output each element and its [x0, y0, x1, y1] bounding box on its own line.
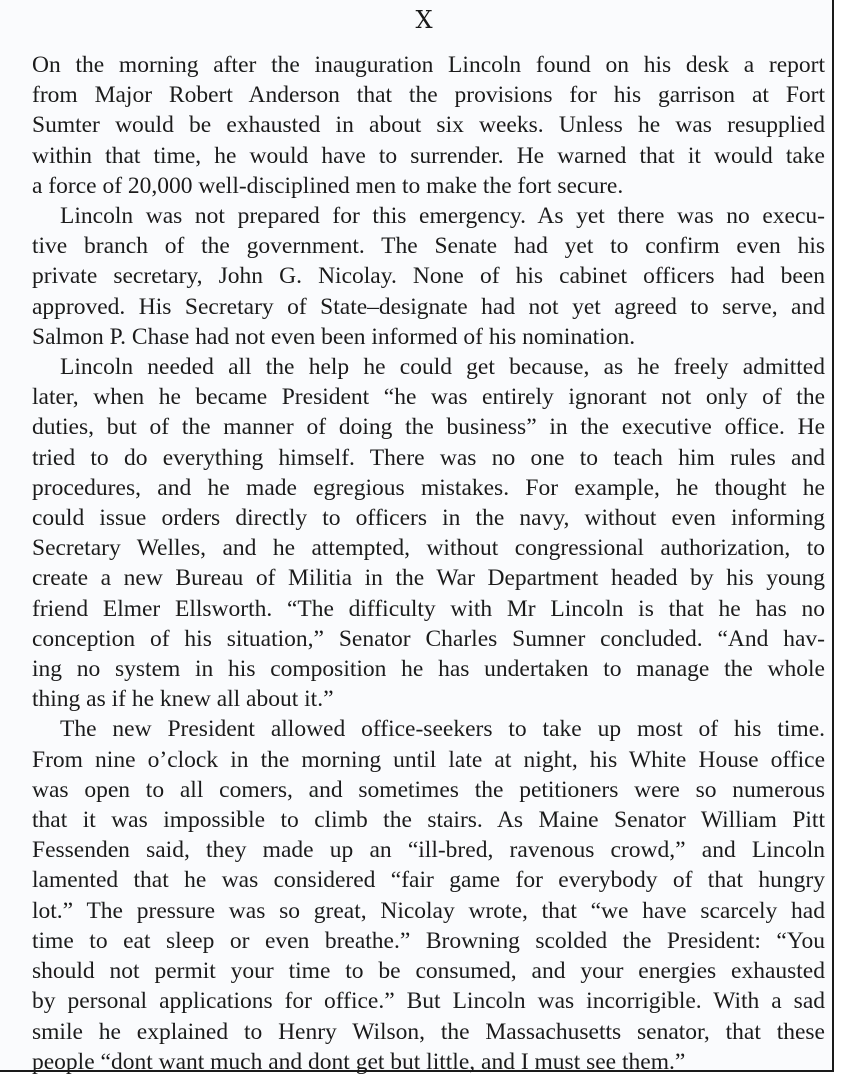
text-line: lamented that he was considered “fair game for everybody of that hungry — [32, 867, 825, 894]
text-line: lot.” The pressure was so great, Nicolay wrote, that “we have scarcely had — [32, 897, 825, 924]
text-line: time to eat sleep or even breathe.” Browning scolded the President: “You — [32, 927, 825, 954]
text-line: from Major Robert Anderson that the provisions for his garrison at Fort — [32, 82, 825, 109]
text-line: tive branch of the government. The Senate had yet to confirm even his — [32, 233, 825, 260]
text-line: smile he explained to Henry Wilson, the Massachusetts senator, that these — [32, 1018, 825, 1045]
text-line: create a new Bureau of Militia in the War Department headed by his young — [32, 565, 825, 592]
body-text — [32, 50, 825, 1077]
text-line: a force of 20,000 well-disciplined men to make the fort secure. — [32, 172, 624, 199]
paragraph — [32, 50, 825, 201]
text-line: Salmon P. Chase had not even been informed of his nomination. — [32, 323, 636, 350]
text-line: Fessenden said, they made up an “ill-bred, ravenous crowd,” and Lincoln — [32, 837, 825, 864]
text-line: was open to all comers, and sometimes the petitioners were so numerous — [32, 776, 825, 803]
text-line: conception of his situation,” Senator Charles Sumner concluded. “And hav- — [32, 625, 825, 652]
text-line: by personal applications for office.” But Lincoln was incorrigible. With a sad — [32, 988, 825, 1015]
text-line: thing as if he knew all about it.” — [32, 686, 334, 713]
text-line: On the morning after the inauguration Lincoln found on his desk a report — [32, 52, 825, 78]
paragraph — [32, 714, 825, 1076]
text-line: should not permit your time to be consumed, and your energies exhausted — [32, 958, 825, 985]
paragraph — [32, 352, 825, 714]
text-line: private secretary, John G. Nicolay. None of his cabinet officers had been — [32, 263, 825, 290]
text-line: within that time, he would have to surrender. He warned that it would take — [32, 142, 825, 169]
text-line: could issue orders directly to officers in the navy, without even informing — [32, 505, 825, 532]
text-line: procedures, and he made egregious mistakes. For example, he thought he — [32, 474, 825, 501]
text-line: From nine o’clock in the morning until late at night, his White House office — [32, 746, 825, 773]
text-line: people “dont want much and dont get but little, and I must see them.” — [32, 1048, 686, 1075]
text-line: duties, but of the manner of doing the business” in the executive office. He — [32, 414, 825, 441]
paragraph — [32, 201, 825, 352]
text-line: tried to do everything himself. There was no one to teach him rules and — [32, 444, 825, 471]
text-line: approved. His Secretary of State–designate had not yet agreed to serve, and — [32, 293, 825, 320]
text-line: Lincoln was not prepared for this emergency. As yet there was no execu- — [60, 203, 825, 230]
text-line: later, when he became President “he was entirely ignorant not only of the — [32, 384, 825, 411]
text-line: Secretary Welles, and he attempted, without congressional authorization, to — [32, 535, 825, 562]
text-line: The new President allowed office-seekers to take up most of his time. — [60, 716, 825, 743]
chapter-numeral: X — [415, 6, 433, 34]
text-line: ing no system in his composition he has undertaken to manage the whole — [32, 656, 825, 683]
text-line: Lincoln needed all the help he could get because, as he freely admitted — [60, 354, 825, 381]
text-line: Sumter would be exhausted in about six weeks. Unless he was resupplied — [32, 112, 825, 139]
text-line: friend Elmer Ellsworth. “The difficulty with Mr Lincoln is that he has no — [32, 595, 825, 622]
text-line: that it was impossible to climb the stairs. As Maine Senator William Pitt — [32, 807, 825, 834]
